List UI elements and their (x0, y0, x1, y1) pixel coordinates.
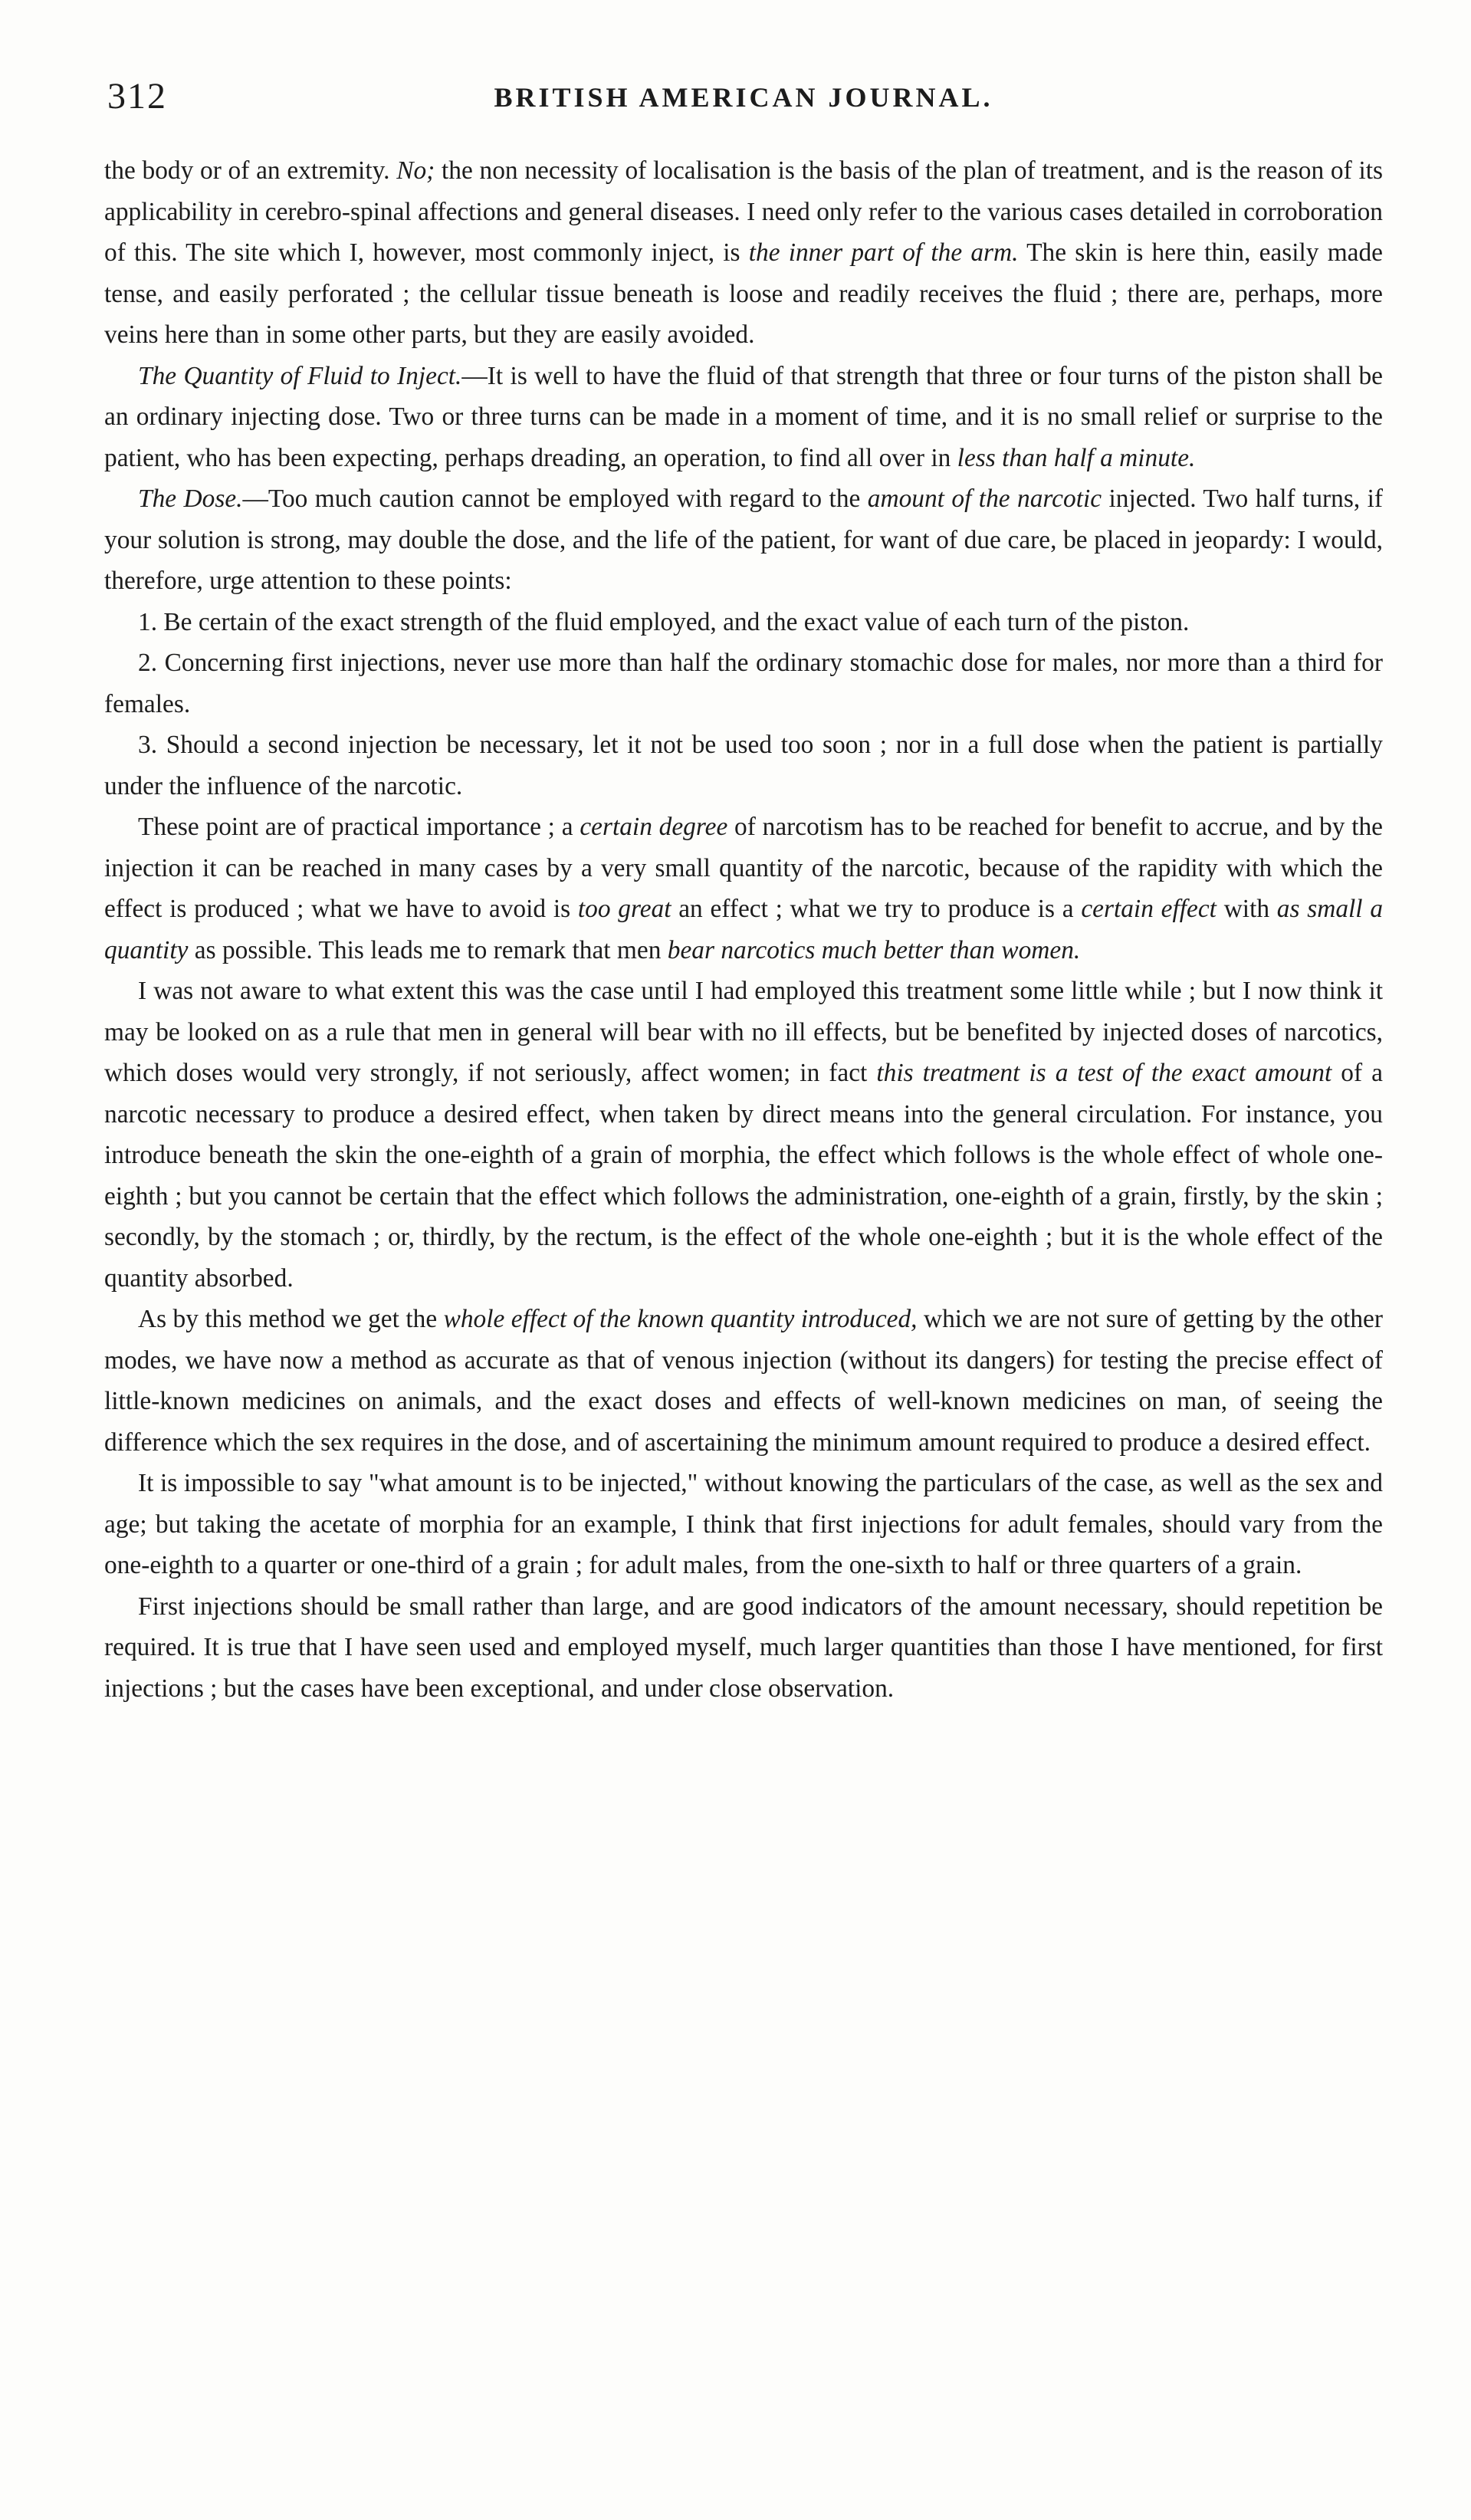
italic-run: bear narcotics much better than women. (667, 935, 1081, 964)
text-run: —It is well to have the fluid of that strength that three or four turns of the piston shall be an ordinary injecting dose. Two or three turns can be made in a moment of time, and it is no small relief or surprise to the patient, who has been expecting, perhaps dreading, an operation, to find all over in (104, 361, 1383, 472)
italic-run: the inner part of the arm. (748, 238, 1019, 267)
text-run: the non necessity of localisation is the basis of the plan of treatment, and is the reason of its applicability in cerebro-spinal affections and general diseases. I need only refer to the various cases detailed in corroboration of this. The site which I, however, most commonly inject, is (104, 156, 1383, 267)
body-text (104, 150, 1383, 1709)
italic-run: amount of the narcotic (867, 485, 1102, 513)
section-heading-dose: The Dose. (138, 485, 243, 513)
text-run: an effect ; what we try to produce is a (671, 895, 1082, 923)
paragraph-dose (104, 478, 1383, 602)
text-run: the body or of an extremity. (104, 156, 397, 185)
text-run: with (1216, 895, 1277, 923)
page-number: 312 (107, 76, 167, 117)
text-run: of narcotism has to be reached for benefit to accrue, and by the injection it can be reached in many cases by a very small quantity of the narcotic, because of the rapidity with which the effect is produced ; what we have to avoid is (104, 813, 1383, 923)
text-run: These point are of practical importance ; a (138, 813, 580, 841)
paragraph-method-accuracy (104, 1299, 1383, 1463)
section-heading-quantity: The Quantity of Fluid to Inject. (138, 361, 462, 390)
paragraph-men-women (104, 971, 1383, 1299)
text-run: The skin is here thin, easily made tense, and easily perforated ; the cellular tissue beneath is loose and readily receives the fluid ; there are, perhaps, more veins here than in some other parts, but they are easily avoided. (104, 238, 1383, 349)
italic-run: too great (577, 895, 671, 923)
list-item-1: 1. Be certain of the exact strength of the fluid employed, and the exact value of each turn of the piston. (138, 607, 1190, 636)
italic-run: No; (396, 156, 435, 185)
paragraph-localisation (104, 150, 1383, 356)
list-item-2: 2. Concerning first injections, never use more than half the ordinary stomachic dose for males, nor more than a third for females. (104, 649, 1383, 718)
list-item-3: 3. Should a second injection be necessary, let it not be used too soon ; nor in a full dose when the patient is partially under the influence of the narcotic. (104, 731, 1383, 800)
text-run: As by this method we get the (138, 1305, 444, 1333)
text-run: injected. Two half turns, if your solution is strong, may double the dose, and the life of the patient, for want of due care, be placed in jeopardy: I would, therefore, urge attention to these points: (104, 485, 1384, 595)
italic-run: certain effect (1081, 895, 1217, 923)
text-run: which we are not sure of getting by the other modes, we have now a method as accurate as that of venous injection (without its dangers) for testing the precise effect of little-known medicines on animals, and the exact doses and effects of well-known medicines on man, of seeing the difference which the sex requires in the dose, and of ascertaining the minimum amount required to produce a desired effect. (104, 1305, 1383, 1457)
italic-run: certain degree (580, 813, 728, 841)
text-run: —Too much caution cannot be employed with regard to the (242, 485, 868, 513)
page-header (107, 75, 1380, 129)
italic-run: as small a quantity (104, 895, 1384, 964)
text-run: as possible. This leads me to remark that men (188, 935, 668, 964)
text-run: of a narcotic necessary to produce a desired effect, when taken by direct means into the general circulation. For instance, you introduce beneath the skin the one-eighth of a grain of morphia, the effect which follows is the whole effect of whole one-eighth ; but you cannot be certain that the effect which follows the administration, one-eighth of a grain, firstly, by the skin ; secondly, by the stomach ; or, thirdly, by the rectum, is the effect of the whole one-eighth ; but it is the whole effect of the quantity absorbed. (104, 1059, 1383, 1293)
paragraph-first-injections: First injections should be small rather than large, and are good indicators of the amount necessary, should repetition be required. It is true that I have seen used and employed myself, much larger quantities than those I have mentioned, for first injections ; but the cases have been exceptional, and under close observation. (104, 1592, 1383, 1703)
text-run: I was not aware to what extent this was the case until I had employed this treatment some little while ; but I now think it may be looked on as a rule that men in general will bear with no ill effects, but be benefited by injected doses of narcotics, which doses would very strongly, if not seriously, affect women; in fact (104, 977, 1383, 1087)
italic-run: this treatment is a test of the exact amount (876, 1059, 1332, 1087)
paragraph-quantity-of-fluid (104, 356, 1383, 479)
italic-run: whole effect of the known quantity introduced, (443, 1305, 918, 1333)
running-head: BRITISH AMERICAN JOURNAL. (494, 82, 993, 113)
paragraph-amount-to-inject: It is impossible to say "what amount is to be injected," without knowing the particulars of the case, as well as the sex and age; but taking the acetate of morphia for an example, I think that first injections for adult females, should vary from the one-eighth to a quarter or one-third of a grain ; for adult males, from the one-sixth to half or three quarters of a grain. (104, 1469, 1383, 1579)
paragraph-practical-importance (104, 807, 1383, 971)
italic-run: less than half a minute. (957, 443, 1196, 472)
